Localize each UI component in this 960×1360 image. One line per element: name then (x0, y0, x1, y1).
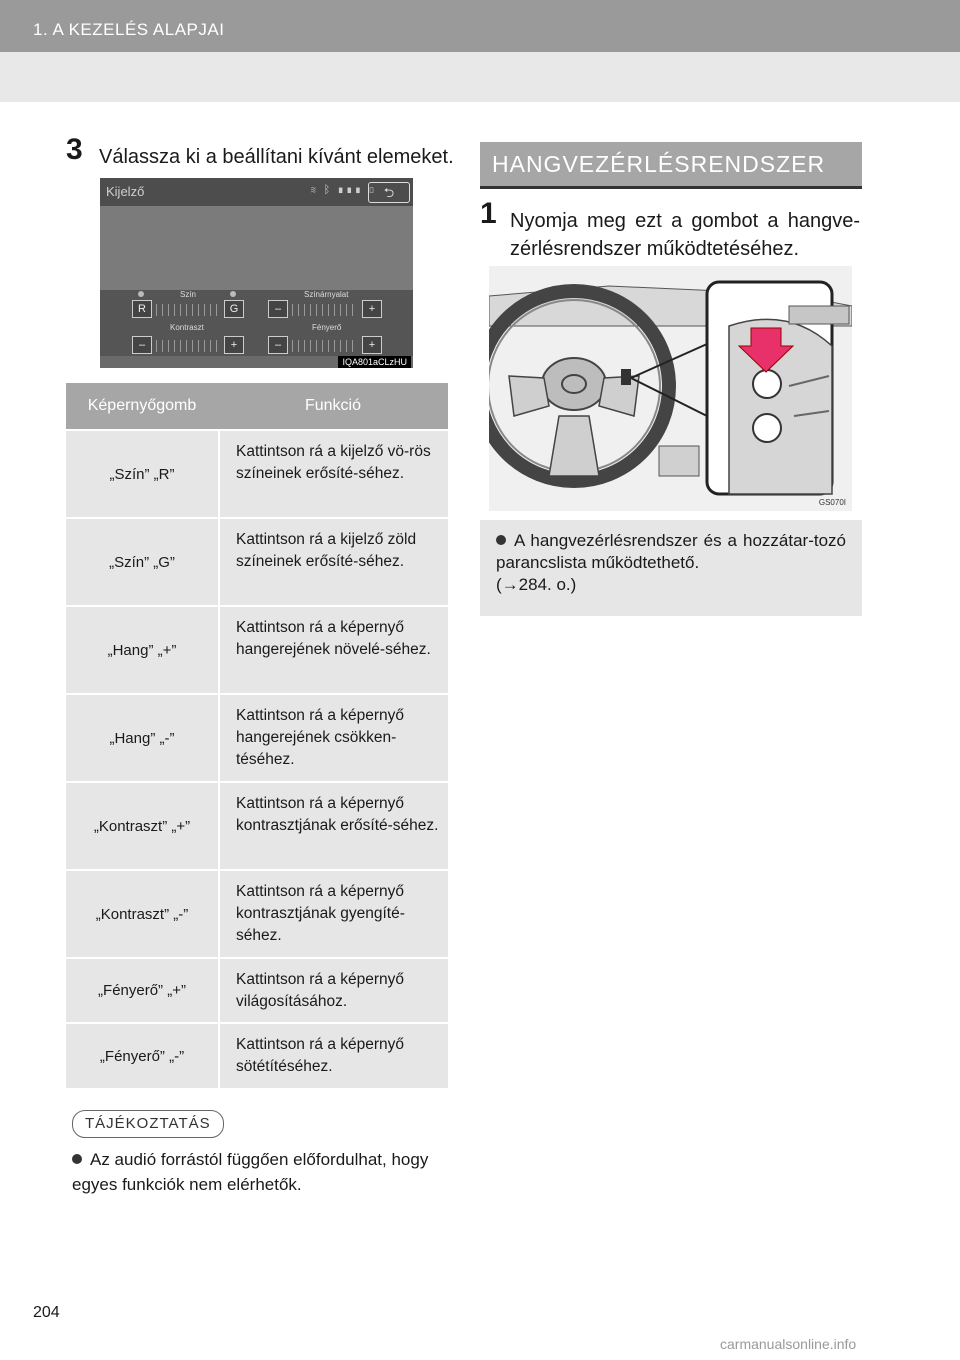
indicator-dot (230, 291, 236, 297)
table-row (66, 517, 448, 605)
bullet-icon (496, 535, 506, 545)
table-row (66, 605, 448, 693)
cell-function: Kattintson rá a képernyő sötétítéséhez. (218, 1024, 446, 1088)
info-text (72, 1147, 452, 1197)
status-icons: ≋ ᛒ ▮▮▮ ▯ (310, 184, 377, 196)
section-title: 1. A KEZELÉS ALAPJAI (33, 20, 225, 39)
steering-wheel-drawing (489, 266, 852, 511)
screen-controls (100, 290, 413, 356)
bullet-icon (72, 1154, 82, 1164)
plus-button: + (224, 336, 244, 354)
g-button: G (224, 300, 244, 318)
cell-function: Kattintson rá a képernyő hangerejének növelé-séhez. (218, 607, 446, 693)
info-header: TÁJÉKOZTATÁS (72, 1110, 224, 1138)
page-number: 204 (33, 1304, 60, 1321)
cell-function: Kattintson rá a képernyő kontrasztjának gyengíté-séhez. (218, 871, 446, 957)
cell-button: „Szín” „G” (109, 553, 175, 571)
slider (156, 340, 220, 352)
section-header: HANGVEZÉRLÉSRENDSZER (480, 142, 862, 186)
label-fenyero: Fényerő (312, 323, 342, 332)
header-button: Képernyőgomb (87, 397, 197, 414)
cell-function: Kattintson rá a képernyő világosításához. (218, 959, 446, 1022)
slider (156, 304, 220, 316)
note-text: A hangvezérlésrendszer és a hozzátar-tozó parancslista működtethető. (496, 531, 846, 572)
label-szinarnyalat: Színárnyalat (304, 290, 349, 299)
cell-button: „Szín” „R” (109, 465, 175, 483)
header-function: Funkció (304, 397, 362, 414)
cell-function: Kattintson rá a képernyő kontrasztjának erősíté-séhez. (218, 783, 446, 869)
table-header (66, 383, 448, 429)
header-subbar (0, 52, 960, 102)
cell-button: „Kontraszt” „+” (93, 817, 191, 835)
plus-button: + (362, 336, 382, 354)
info-body: Az audió forrástól függően előfordulhat, hogy egyes funkciók nem elérhetők. (72, 1150, 429, 1194)
header-bar (0, 0, 960, 52)
minus-button: – (132, 336, 152, 354)
label-szin: Szín (180, 290, 197, 299)
function-table (66, 383, 448, 1088)
cell-function: Kattintson rá a kijelző zöld színeinek erősíté-séhez. (218, 519, 446, 605)
step-text: Válassza ki a beállítani kívánt elemeket. (99, 146, 454, 168)
display-settings-screenshot (100, 178, 413, 368)
cell-button: „Fényerő” „+” (98, 982, 186, 999)
table-row (66, 429, 448, 517)
image-code: GS070I (818, 498, 846, 507)
plus-button: + (362, 300, 382, 318)
cell-button: „Hang” „-” (109, 729, 175, 747)
screen-title-bar (100, 178, 413, 206)
note-reference: (→284. o.) (496, 575, 577, 594)
table-row (66, 781, 448, 869)
cell-button: „Hang” „+” (107, 641, 177, 659)
note-line (496, 530, 846, 574)
slider (292, 340, 356, 352)
step-number: 3 (66, 133, 83, 166)
table-row (66, 869, 448, 957)
r-button: R (132, 300, 152, 318)
indicator-dot (138, 291, 144, 297)
minus-button: – (268, 336, 288, 354)
watermark: carmanualsonline.info (720, 1336, 857, 1352)
screen-title: Kijelző (106, 184, 145, 199)
slider (292, 304, 356, 316)
screen-area (100, 206, 413, 290)
step-number: 1 (480, 197, 497, 230)
cell-button: „Fényerő” „-” (99, 1047, 185, 1065)
steering-wheel-illustration (489, 266, 852, 511)
label-kontraszt: Kontraszt (170, 323, 204, 332)
cell-function: Kattintson rá a kijelző vö-rös színeinek erősíté-séhez. (218, 431, 446, 517)
table-row (66, 693, 448, 781)
minus-button: – (268, 300, 288, 318)
section-underline (480, 186, 862, 189)
note-box (480, 520, 862, 616)
table-row (66, 957, 448, 1022)
step-text: Nyomja meg ezt a gombot a hangve-zérlésrendszer működtetéséhez. (510, 210, 860, 260)
cell-function: Kattintson rá a képernyő hangerejének csökken-téséhez. (218, 695, 446, 781)
back-button: ⮌ (368, 182, 410, 203)
image-code: IQA801aCLzHU (338, 356, 411, 368)
cell-button: „Kontraszt” „-” (95, 905, 189, 923)
table-row (66, 1022, 448, 1088)
